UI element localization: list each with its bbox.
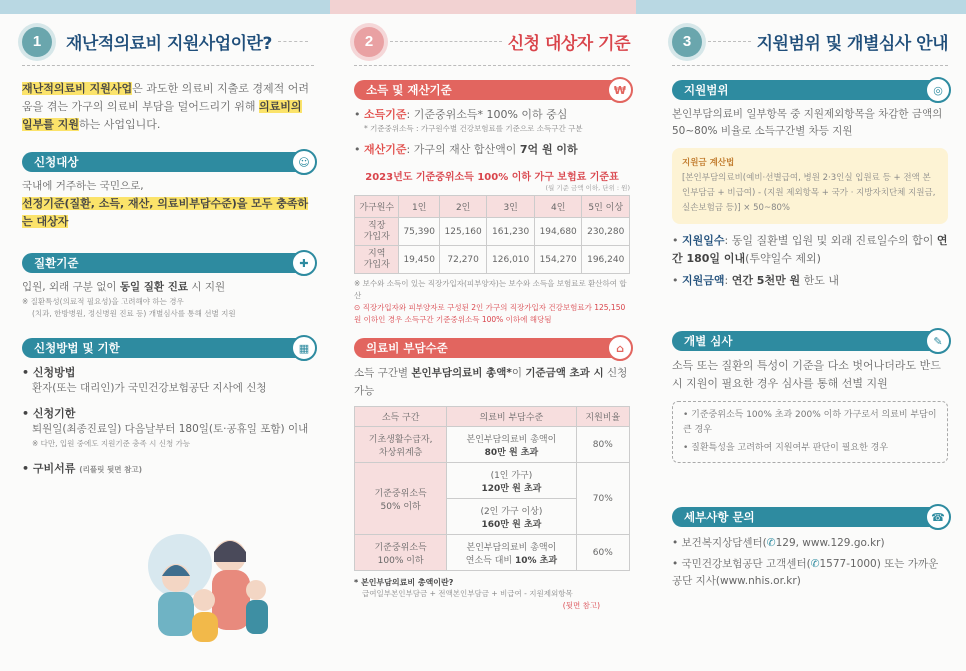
- premium-table: [354, 195, 630, 274]
- property-criterion: • 재산기준: 가구의 재산 합산액이 7억 원 이하: [354, 143, 578, 156]
- table-header: 가구원수: [355, 196, 399, 218]
- calc-title: 지원금 계산법: [682, 158, 735, 168]
- section-number: 1: [22, 27, 52, 57]
- review-text: 소득 또는 질환의 특성이 기준을 다소 벗어나더라도 반드시 지원이 필요한 경우 심사를 통해 선별 지원: [672, 359, 941, 390]
- money-icon: ₩: [607, 77, 633, 103]
- intro-text: 재난적의료비 지원사업은 과도한 의료비 지출로 경제적 어려움을 겪는 가구의 의료비 부담을 덜어드리기 위해 의료비의 일부를 지원하는 사업입니다.: [22, 82, 309, 131]
- scope-bar: 지원범위 ◎: [672, 80, 948, 100]
- section-number: 2: [354, 27, 384, 57]
- calc-box: [672, 148, 948, 224]
- burden-row-label: 기초생활수급자, 차상위계층: [355, 427, 447, 463]
- method-bar: 신청방법 및 기한 ▦: [22, 338, 314, 358]
- hospital-icon: ⌂: [607, 335, 633, 361]
- table-cell: 230,280: [582, 218, 630, 246]
- target-line2: 선정기준(질환, 소득, 재산, 의료비부담수준)을 모두 충족하는 대상자: [22, 197, 309, 228]
- coin-icon: ◎: [925, 77, 951, 103]
- contact-item: • 보건복지상담센터(✆129, www.129.go.kr): [672, 537, 885, 549]
- burden-row-rate: 60%: [576, 535, 629, 571]
- income-bar: 소득 및 재산기준 ₩: [354, 80, 630, 100]
- burden-table: 소득 구간 의료비 부담수준 지원비율 기초생활수급자, 차상위계층 본인부담의료비 총액이 80만 원 초과 80% 기준중위소득 50% 이하 (1인 가구) 120만 원 초과 70% (2인 가구 이상) 160만 원 초과 기준중위소득 100% 이하 본인부담의료비 총액이 연소득 대비 10% 초과 60%: [354, 406, 630, 571]
- disease-text: 입원, 외래 구분 없이 동일 질환 진료 시 지원: [22, 281, 226, 293]
- table-cell: 196,240: [582, 246, 630, 274]
- table-cell: 194,680: [534, 218, 582, 246]
- income-note: * 기준중위소득 : 가구원수별 건강보험료를 기준으로 소득구간 구분: [364, 124, 583, 133]
- burden-row-level: (1인 가구) 120만 원 초과: [447, 463, 576, 499]
- burden-row-level: 본인부담의료비 총액이 80만 원 초과: [447, 427, 576, 463]
- table-cell: 75,390: [399, 218, 439, 246]
- burden-row-rate: 70%: [576, 463, 629, 535]
- target-bar: 신청대상 ☺: [22, 152, 314, 172]
- clipboard-icon: ✎: [925, 328, 951, 354]
- disease-note1: ※ 질환특성(의료적 필요성)을 고려해야 하는 경우: [22, 297, 184, 306]
- section-1-header: [22, 22, 314, 66]
- days-item: • 지원일수: 동일 질환별 입원 및 외래 진료일수의 합이 연간 180일 이내(투약일수 제외): [672, 234, 948, 265]
- column-3: [672, 22, 948, 590]
- deadline-text: 퇴원일(최종진료일) 다음날부터 180일(토·공휴일 포함) 이내: [32, 423, 309, 435]
- income-criterion: • 소득기준: 기준중위소득* 100% 이하 중심: [354, 108, 568, 121]
- disease-bar: 질환기준 ✚: [22, 253, 314, 273]
- people-icon: ☺: [291, 149, 317, 175]
- table-cell: 19,450: [399, 246, 439, 274]
- premium-table-unit: (월 기준 금액 이하, 단위 : 원): [545, 184, 630, 192]
- review-item: • 질환특성을 고려하여 지원여부 판단이 필요한 경우: [683, 443, 889, 453]
- section-3-header: [672, 22, 948, 66]
- section-title: 지원범위 및 개별심사 안내: [756, 34, 948, 54]
- calc-text: [본인부담의료비(예비·선별급여, 병원 2·3인실 입원료 등 + 전액 본인부담금 + 비급여) - (지원 제외항목 + 국가 · 지방자치단체 지원금, 실손보험금 등)] × 50~80%: [682, 173, 936, 213]
- premium-note1: ※ 보수와 소득이 있는 직장가입자(피부양자)는 보수와 소득을 보험료로 환산하여 합산: [354, 279, 627, 300]
- burden-text: 소득 구간별 본인부담의료비 총액*이 기준금액 초과 시 신청 가능: [354, 367, 628, 397]
- contact-item: • 국민건강보험공단 고객센터(✆1577-1000) 또는 가까운 공단 지사(www.nhis.or.kr): [672, 558, 939, 587]
- docs-item: • 구비서류 (리플릿 뒷면 참고): [22, 460, 314, 476]
- disease-note2: (치과, 한방병원, 정신병원 진료 등) 개별심사를 통해 선별 지원: [32, 309, 236, 318]
- burden-def-ref: (뒷면 참고): [562, 601, 600, 610]
- target-line1: 국내에 거주하는 국민으로,: [22, 180, 144, 192]
- scope-text: 본인부담의료비 일부항목 중 지원제외항목을 차감한 금액의 50~80% 비율로 소득구간별 차등 지원: [672, 108, 943, 137]
- table-cell: 72,270: [439, 246, 487, 274]
- burden-def-text: 급여일부본인부담금 + 전액본인부담금 + 비급여 - 지원제외항목: [362, 589, 573, 598]
- table-header: 5인 이상: [582, 196, 630, 218]
- contact-bar: 세부사항 문의 ☎: [672, 507, 948, 527]
- table-header: 1인: [399, 196, 439, 218]
- stethoscope-icon: ✚: [291, 250, 317, 276]
- burden-row-label: 기준중위소득 100% 이하: [355, 535, 447, 571]
- top-color-strip: [0, 0, 966, 14]
- table-cell: 154,270: [534, 246, 582, 274]
- burden-row-level: (2인 가구 이상) 160만 원 초과: [447, 499, 576, 535]
- table-cell: 161,230: [487, 218, 535, 246]
- family-illustration: [120, 526, 280, 646]
- table-header: 2인: [439, 196, 487, 218]
- phone-icon: ✆: [766, 537, 776, 549]
- column-2: [354, 22, 630, 612]
- section-2-header: [354, 22, 630, 66]
- phone-icon: ✆: [810, 558, 820, 570]
- section-title: 신청 대상자 기준: [507, 34, 630, 54]
- column-1: [22, 22, 314, 476]
- burden-row-label: 기준중위소득 50% 이하: [355, 463, 447, 535]
- table-header: 3인: [487, 196, 535, 218]
- method-title: • 신청방법: [22, 364, 314, 380]
- table-cell: 126,010: [487, 246, 535, 274]
- section-title: 재난적의료비 지원사업이란?: [66, 34, 272, 54]
- premium-note2: ⊙ 직장가입자와 피부양자로 구성된 2인 가구의 직장가입자 건강보험료가 125,150원 이하인 경우 소득구간 기준중위소득 100% 이하에 해당됨: [354, 303, 626, 324]
- burden-bar: 의료비 부담수준 ⌂: [354, 338, 630, 358]
- review-item: • 기준중위소득 100% 초과 200% 이하 가구로서 의료비 부담이 큰 경우: [683, 410, 937, 435]
- deadline-title: • 신청기한: [22, 405, 314, 421]
- phone-icon: ☎: [925, 504, 951, 530]
- burden-def-title: * 본인부담의료비 총액이란?: [354, 578, 454, 587]
- calendar-icon: ▦: [291, 335, 317, 361]
- table-row-label: 직장 가입자: [355, 218, 399, 246]
- burden-row-level: 본인부담의료비 총액이 연소득 대비 10% 초과: [447, 535, 576, 571]
- section-number: 3: [672, 27, 702, 57]
- premium-table-title: 2023년도 기준중위소득 100% 이하 가구 보험료 기준표: [365, 172, 619, 183]
- table-header: 4인: [534, 196, 582, 218]
- amount-item: • 지원금액: 연간 5천만 원 한도 내: [672, 274, 840, 287]
- table-row-label: 지역 가입자: [355, 246, 399, 274]
- method-text: 환자(또는 대리인)가 국민건강보험공단 지사에 신청: [32, 382, 267, 394]
- burden-row-rate: 80%: [576, 427, 629, 463]
- review-bar: 개별 심사 ✎: [672, 331, 948, 351]
- deadline-note: ※ 다만, 입원 중에도 지원기준 충족 시 신청 가능: [32, 439, 191, 448]
- table-cell: 125,160: [439, 218, 487, 246]
- review-box: [672, 401, 948, 463]
